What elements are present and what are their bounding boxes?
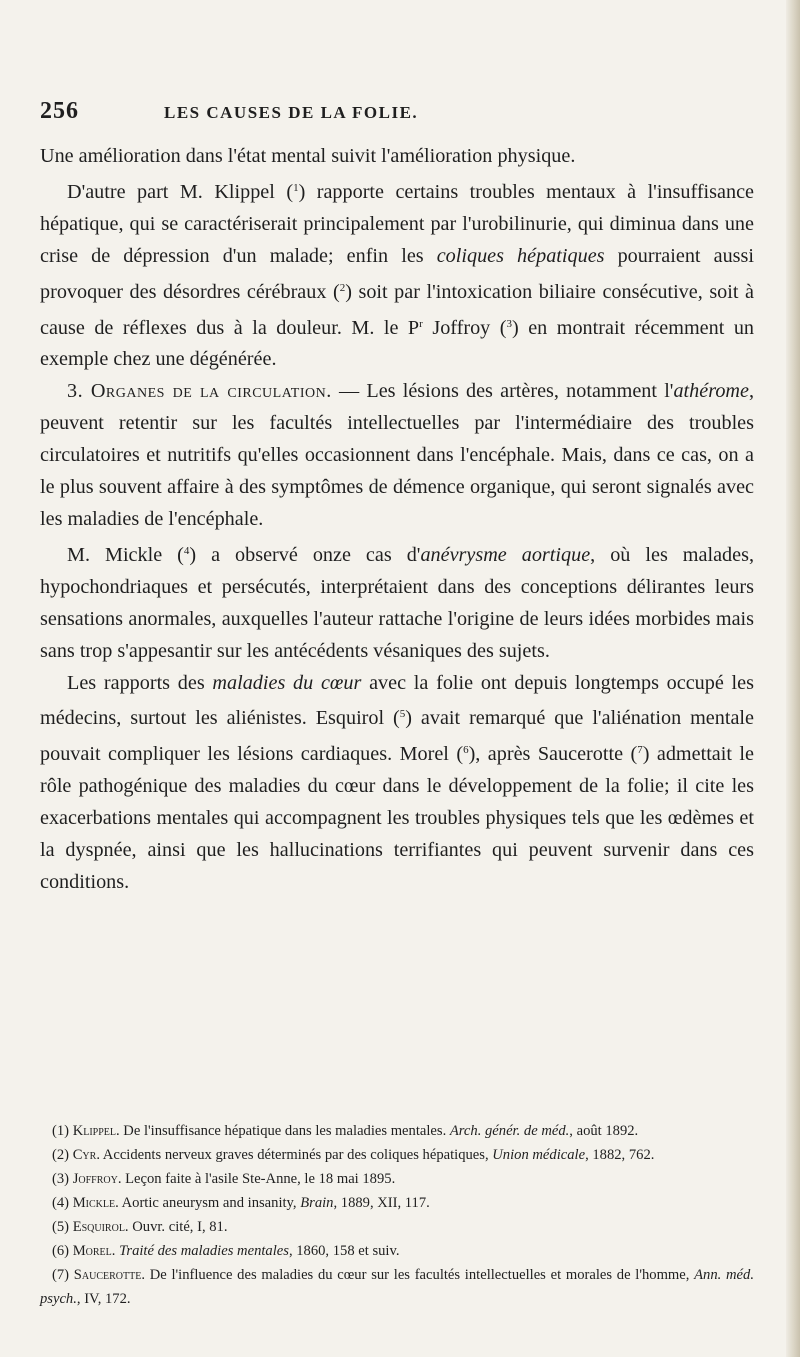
paragraph-1: Une amélioration dans l'état mental suivit l'amélioration physique. [40,145,576,167]
footnote-ref: 7 [637,744,643,757]
running-title: LES CAUSES DE LA FOLIE. [164,103,419,122]
footnote-ref: 2 [339,281,346,294]
footnote-ref: 3 [506,317,512,330]
superscript: r [419,317,423,330]
paragraph-2: D'autre part M. Klippel ($^1$) rapporte certains troubles mentaux à l'insuffisance hépatique, qui se caractériserait principalement par l'urobilinurie, qui diminua dans une crise de dépression d'un malade; enfin les coliques hépatiques pourraient aussi provoquer des désordres cérébraux ($^2$) soit par l'intoxication biliaire consécutive, soit à cause de réflexes dus à la douleur. M. le $P^r$ Joffroy ($^3$) en montrait récemment un exemple chez une dégénérée. [40,180,755,371]
page-edge-shadow [786,0,800,1357]
page-number: 256 [40,98,79,124]
paragraph-5: Les rapports des maladies du cœur avec la folie ont depuis longtemps occupé les médecins, surtout les aliénistes. Esquirol ($^5$) avait remarqué que l'aliénation mentale pouvait compliquer les lésions cardiaques. Morel ($^6$), après Saucerotte ($^7$) admettait le rôle pathogénique des maladies du cœur dans le développement de la folie; il cite les exacerbations mentales qui accompagnent les troubles physiques tels que les œdèmes et la dyspnée, ainsi que les hallucinations terrifiantes qui peuvent survenir dans ces conditions. [40,671,754,893]
italic-term: anévrysme aortique [420,543,591,566]
footnote-ref: 6 [463,744,469,757]
footnote-ref: 1 [293,181,299,194]
paragraph-3: 3. Organes de la circulation. — Les lésions des artères, notamment l'athérome, peuvent retentir sur les facultés intellectuelles par l'intermédiaire des troubles circulatoires et nutritifs qu'elles occasionnent dans l'encéphale. Mais, dans ce cas, on a le plus souvent affaire à des symptômes de démence organique, qui seront signalés avec les maladies de l'encéphale. [40,380,754,530]
footnote: (5) Esquirol. Ouvr. cité, I, 81. [52,1219,228,1235]
footnote: (3) Joffroy. Leçon faite à l'asile Ste-Anne, le 18 mai 1895. [52,1171,396,1187]
footnote: (6) Morel. Traité des maladies mentales, 1860, 158 et suiv. [52,1243,400,1259]
footnotes [40,1119,754,1311]
paragraph-4: M. Mickle ($^4$) a observé onze cas d'anévrysme aortique, où les malades, hypochondriaques et persécutés, interprétaient dans des conceptions délirantes leurs sensations anormales, auxquelles l'auteur rattache l'origine de leurs idées morbides mais sans trop s'appesantir sur les antécédents vésaniques des sujets. [40,543,754,662]
footnote-ref: 4 [183,544,190,557]
main-text [40,141,754,899]
footnote: (2) Cyr. Accidents nerveux graves déterminés par des coliques hépatiques, Union médicale, 1882, 762. [52,1147,655,1163]
italic-term: coliques hépatiques [436,244,605,267]
footnote: (4) Mickle. Aortic aneurysm and insanity, Brain, 1889, XII, 117. [52,1195,430,1211]
section-heading: 3. Organes de la circulation. [67,380,332,403]
footnote: (7) Saucerotte. De l'influence des maladies du cœur sur les facultés intellectuelles et morales de l'homme, Ann. méd. psych., IV, 172. [40,1267,754,1307]
italic-term: athérome [673,380,749,403]
italic-term: maladies du cœur [212,671,362,694]
footnote: (1) Klippel. De l'insuffisance hépatique dans les maladies mentales. Arch. génér. de méd., août 1892. [52,1123,639,1139]
footnote-ref: 5 [399,708,406,721]
page-header [40,98,740,128]
